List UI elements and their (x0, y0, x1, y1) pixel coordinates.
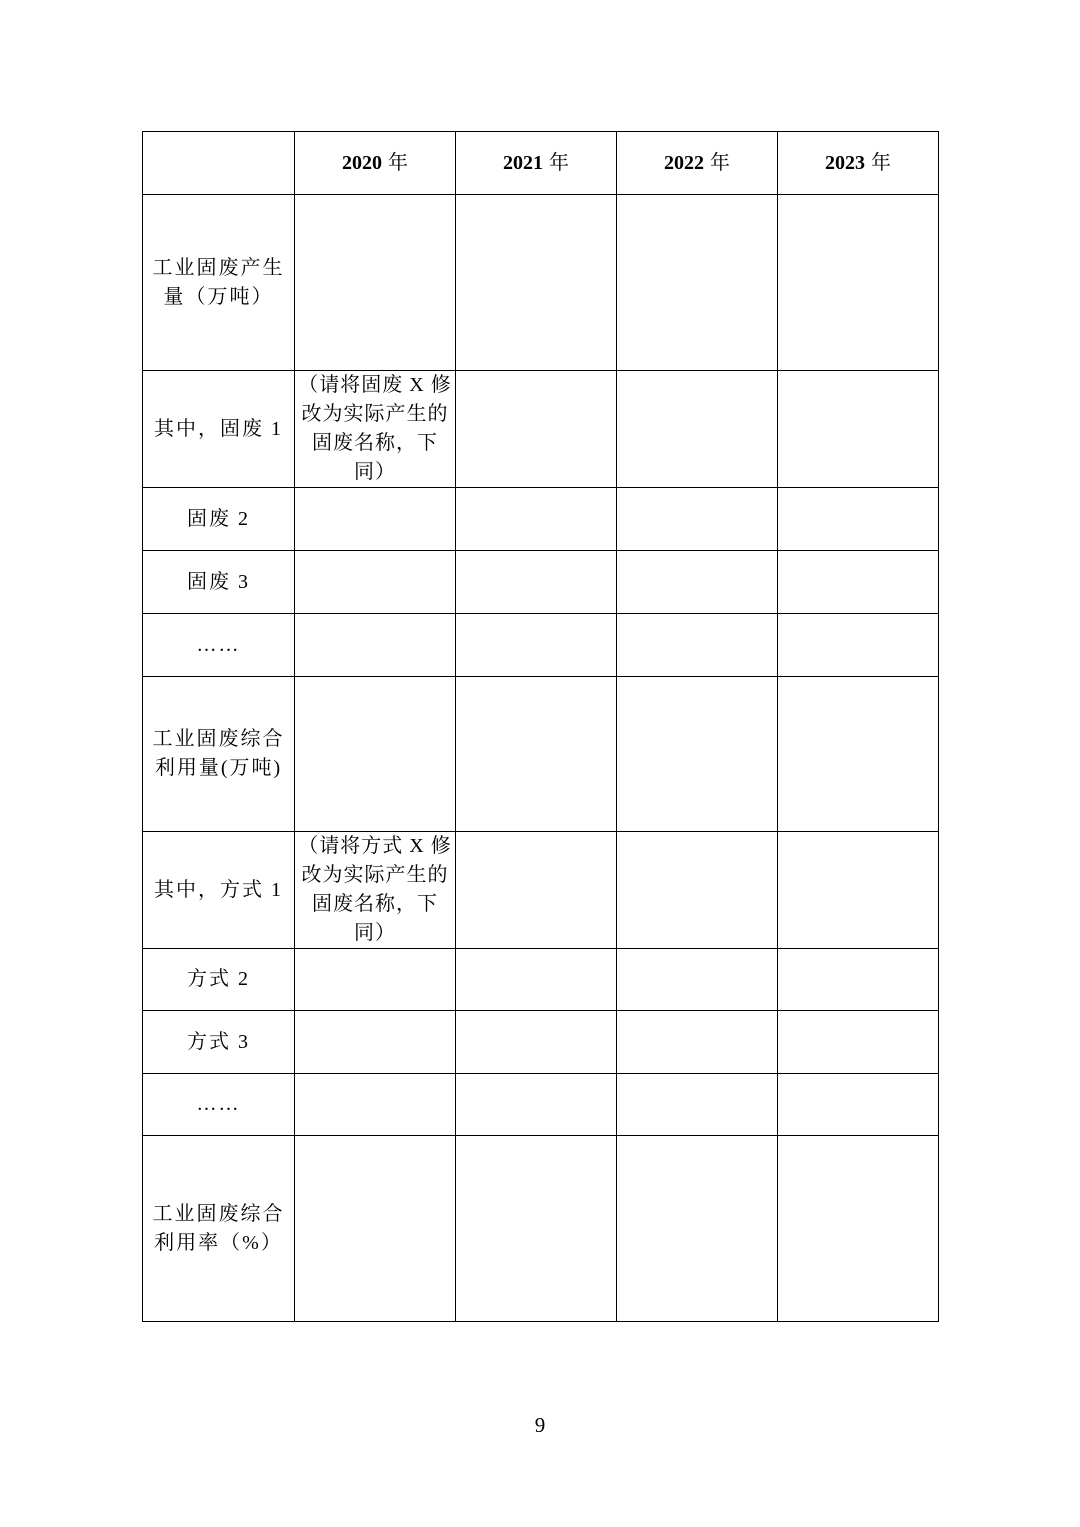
table-row (143, 488, 939, 551)
table-row (143, 1074, 939, 1136)
data-cell (456, 1136, 617, 1322)
data-cell (456, 949, 617, 1011)
data-cell (295, 195, 456, 371)
data-cell (456, 551, 617, 614)
data-cell (778, 551, 939, 614)
row-label: 固废 3 (143, 551, 295, 614)
data-cell (617, 371, 778, 488)
data-cell (295, 677, 456, 832)
header-year-2022: 2022 年 (617, 132, 778, 195)
data-cell (617, 1136, 778, 1322)
data-cell (295, 1074, 456, 1136)
row-label: 工业固废综合利用量(万吨) (143, 677, 295, 832)
solid-waste-statistics-table (142, 131, 939, 1322)
note-cell: （请将方式 X 修改为实际产生的固废名称，下同） (295, 832, 456, 949)
table-row (143, 1136, 939, 1322)
data-cell (778, 195, 939, 371)
table-row (143, 371, 939, 488)
data-cell (456, 195, 617, 371)
header-corner-cell (143, 132, 295, 195)
table-row (143, 677, 939, 832)
data-cell (778, 371, 939, 488)
data-cell (295, 1136, 456, 1322)
row-label: …… (143, 614, 295, 677)
data-cell (295, 488, 456, 551)
data-cell (778, 614, 939, 677)
data-cell (617, 832, 778, 949)
row-label: 方式 2 (143, 949, 295, 1011)
table-row (143, 195, 939, 371)
data-cell (617, 488, 778, 551)
row-label: 其中，方式 1 (143, 832, 295, 949)
row-label: 方式 3 (143, 1011, 295, 1074)
data-cell (456, 614, 617, 677)
data-cell (617, 949, 778, 1011)
data-cell (778, 1074, 939, 1136)
data-cell (456, 832, 617, 949)
table-row (143, 1011, 939, 1074)
row-label: 固废 2 (143, 488, 295, 551)
header-year-2023: 2023 年 (778, 132, 939, 195)
data-cell (295, 614, 456, 677)
row-label: 工业固废产生量（万吨） (143, 195, 295, 371)
data-cell (617, 1011, 778, 1074)
data-cell (617, 195, 778, 371)
table-row (143, 832, 939, 949)
row-label: 工业固废综合利用率（%） (143, 1136, 295, 1322)
note-cell: （请将固废 X 修改为实际产生的固废名称，下同） (295, 371, 456, 488)
data-cell (617, 677, 778, 832)
data-cell (456, 1074, 617, 1136)
table-row (143, 551, 939, 614)
data-cell (778, 832, 939, 949)
data-cell (778, 677, 939, 832)
data-cell (778, 488, 939, 551)
data-cell (456, 371, 617, 488)
data-cell (456, 677, 617, 832)
row-label: …… (143, 1074, 295, 1136)
table-row (143, 949, 939, 1011)
header-year-2021: 2021 年 (456, 132, 617, 195)
table-row (143, 614, 939, 677)
row-label: 其中，固废 1 (143, 371, 295, 488)
header-row (143, 132, 939, 195)
data-cell (778, 1011, 939, 1074)
data-cell (778, 949, 939, 1011)
page-number: 9 (534, 1413, 546, 1437)
data-cell (456, 1011, 617, 1074)
data-cell (295, 949, 456, 1011)
header-year-2020: 2020 年 (295, 132, 456, 195)
data-cell (295, 551, 456, 614)
data-cell (295, 1011, 456, 1074)
data-cell (456, 488, 617, 551)
data-cell (617, 614, 778, 677)
data-cell (617, 551, 778, 614)
data-cell (778, 1136, 939, 1322)
data-cell (617, 1074, 778, 1136)
